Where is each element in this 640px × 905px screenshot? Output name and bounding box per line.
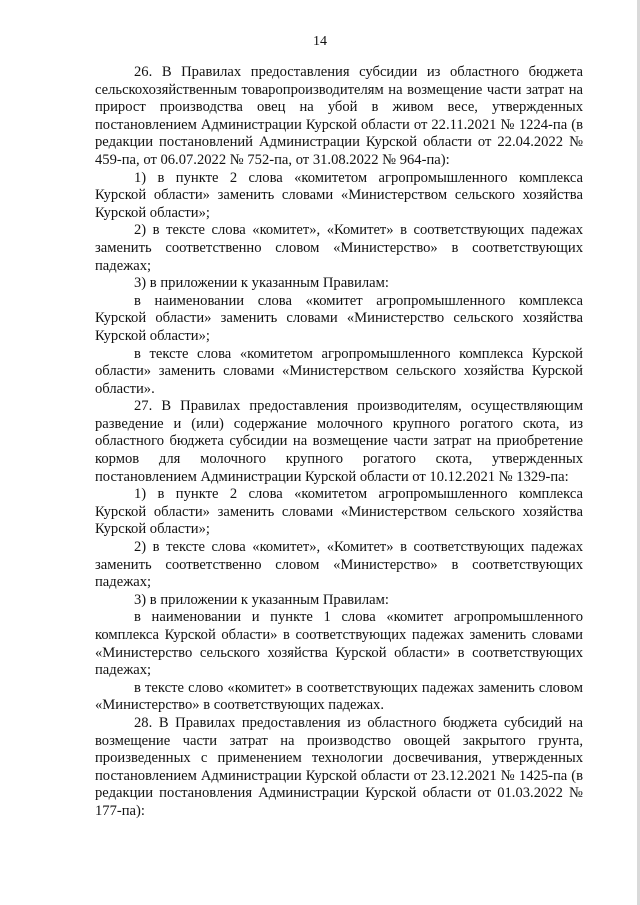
paragraph-26-item-1: 1) в пункте 2 слова «комитетом агропромышленного комплекса Курской области» заменить словами «Министерством сельского хозяйства Курской области»;: [95, 169, 583, 221]
paragraph-26-item-3-text: в тексте слова «комитетом агропромышленного комплекса Курской области» заменить словами «Министерством сельского хозяйства Курской области».: [95, 345, 583, 397]
paragraph-27-item-3: 3) в приложении к указанным Правилам:: [134, 591, 389, 608]
paragraph-26: 26. В Правилах предоставления субсидии из областного бюджета сельскохозяйственным товаропроизводителям на возмещение части затрат на прирост производства овец на убой в живом весе, утвержденных постановлением Администрации Курской области от 22.11.2021 № 1224-па (в редакции постановлений Администрации Курской области от 22.04.2022 № 459-па, от 06.07.2022 № 752-па, от 31.08.2022 № 964-па):: [95, 64, 583, 168]
paragraph-28: 28. В Правилах предоставления из областного бюджета субсидий на возмещение части затрат на производство овощей закрытого грунта, произведенных с применением технологии досвечивания, утвержденных постановлением Администрации Курской области от 23.12.2021 № 1425-па (в редакции постановления Администрации Курской области от 01.03.2022 № 177-па):: [95, 714, 583, 819]
paragraph-27-item-1: 1) в пункте 2 слова «комитетом агропромышленного комплекса Курской области» заменить словами «Министерством сельского хозяйства Курской области»;: [95, 486, 583, 538]
paragraph-26-item-2: 2) в тексте слова «комитет», «Комитет» в соответствующих падежах заменить соответственно словом «Министерство» в соответствующих падежах;: [95, 222, 583, 274]
paragraph-26-item-3-title: в наименовании слова «комитет агропромышленного комплекса Курской области» заменить словами «Министерство сельского хозяйства Курской области»;: [95, 292, 583, 344]
paragraph-27: 27. В Правилах предоставления производителям, осуществляющим разведение и (или) содержание молочного крупного рогатого скота, из областного бюджета субсидии на возмещение части затрат на приобретение кормов для молочного крупного рогатого скота, утвержденных постановлением Администрации Курской области от 10.12.2021 № 1329-па:: [95, 398, 583, 485]
paragraph-27-item-2: 2) в тексте слова «комитет», «Комитет» в соответствующих падежах заменить соответственно словом «Министерство» в соответствующих падежах;: [95, 539, 583, 591]
paragraph-27-item-3-title: в наименовании и пункте 1 слова «комитет агропромышленного комплекса Курской области» в соответствующих падежах заменить словами «Министерство сельского хозяйства Курской области» в соответствующих падежах;: [95, 609, 583, 679]
page-number: 14: [313, 34, 327, 49]
paragraph-27-item-3-text: в тексте слово «комитет» в соответствующих падежах заменить словом «Министерство» в соответствующих падежах.: [95, 679, 583, 714]
paragraph-26-item-3: 3) в приложении к указанным Правилам:: [134, 275, 389, 292]
document-body: [95, 64, 583, 821]
